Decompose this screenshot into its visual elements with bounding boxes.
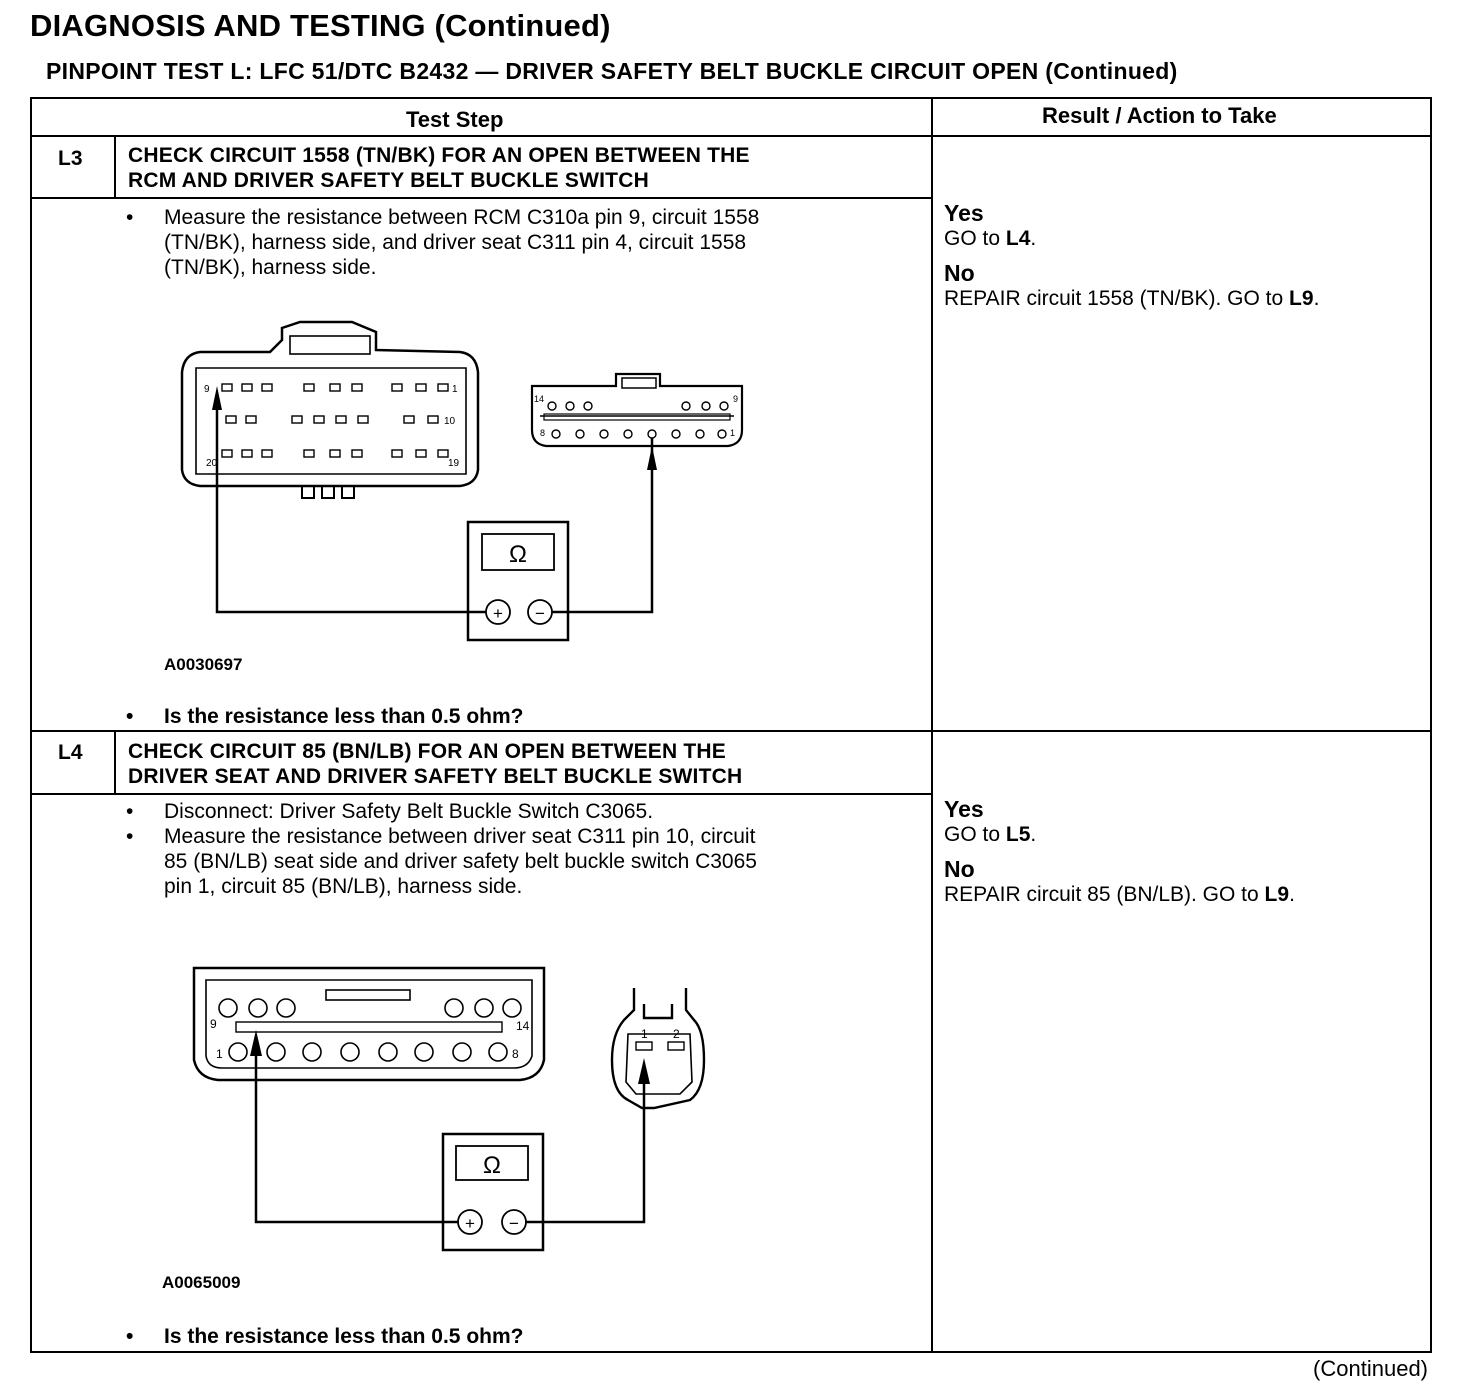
figure-id: A0065009 [162, 1273, 241, 1292]
pin-label: 1 [216, 1047, 223, 1061]
pin-label: 19 [448, 458, 460, 469]
continued-label: (Continued) [1313, 1356, 1428, 1381]
bullet-line: Disconnect: Driver Safety Belt Buckle Switch C3065. [164, 800, 654, 823]
bullet-dot: • [126, 705, 134, 728]
col-header-test-step: Test Step [406, 107, 504, 132]
probe-tip-icon [638, 1058, 650, 1084]
yes-label: Yes [944, 200, 984, 226]
pin-label: 1 [730, 428, 736, 438]
yes-label: Yes [944, 796, 984, 822]
bullet-line: pin 1, circuit 85 (BN/LB), harness side. [164, 875, 523, 898]
plus-symbol: + [493, 604, 503, 623]
question-text: Is the resistance less than 0.5 ohm? [164, 705, 524, 728]
result-no-l4: No REPAIR circuit 85 (BN/LB). GO to L9. [944, 856, 1295, 906]
step-id-l3: L3 [58, 147, 83, 170]
pin-label: 9 [733, 394, 739, 404]
bullet-dot: • [126, 206, 134, 229]
no-label: No [944, 856, 975, 882]
probe-tip-icon [250, 1030, 262, 1056]
pin-label: 20 [206, 458, 218, 469]
bullet-line: Measure the resistance between driver seat C311 pin 10, circuit [164, 825, 756, 848]
bullet-dot: • [126, 825, 134, 848]
buckle-switch-latch [644, 1004, 672, 1018]
seat-connector-c311-outline [194, 968, 544, 1080]
result-text: GO to [944, 823, 1001, 846]
result-yes-l4: Yes GO to L5. [944, 796, 1037, 846]
step-title-line: CHECK CIRCUIT 85 (BN/LB) FOR AN OPEN BETWEEN THE [128, 740, 726, 763]
plus-symbol: + [465, 1214, 475, 1233]
step-id-l4: L4 [58, 741, 83, 764]
pin-label: 9 [210, 1017, 217, 1031]
pinpoint-test-title: PINPOINT TEST L: LFC 51/DTC B2432 — DRIVER SAFETY BELT BUCKLE CIRCUIT OPEN (Continued) [46, 58, 1178, 84]
minus-symbol: − [509, 1214, 519, 1233]
result-yes-l3: Yes GO to L4. [944, 200, 1037, 250]
pin-label: 9 [204, 384, 210, 395]
bullet-dot: • [126, 800, 134, 823]
minus-symbol: − [535, 604, 545, 623]
step-title-line: RCM AND DRIVER SAFETY BELT BUCKLE SWITCH [128, 169, 649, 192]
bullet-line: (TN/BK), harness side. [164, 256, 377, 279]
goto-link[interactable]: L4 [1005, 227, 1031, 250]
buckle-switch-pin [636, 1042, 652, 1050]
ohm-symbol: Ω [483, 1152, 501, 1179]
pin-label: 1 [641, 1027, 648, 1041]
pin-label: 1 [452, 384, 458, 395]
ohm-symbol: Ω [509, 541, 527, 568]
goto-link[interactable]: L9 [1264, 883, 1290, 906]
seat-connector-c311-pins [219, 999, 521, 1061]
bullet-line: (TN/BK), harness side, and driver seat C311 pin 4, circuit 1558 [164, 231, 747, 254]
step-title-line: DRIVER SEAT AND DRIVER SAFETY BELT BUCKLE SWITCH [128, 765, 743, 788]
bullet-dot: • [126, 1325, 134, 1348]
page-title: DIAGNOSIS AND TESTING (Continued) [30, 8, 611, 43]
col-header-result: Result / Action to Take [1042, 103, 1277, 128]
bullet-line: 85 (BN/LB) seat side and driver safety belt buckle switch C3065 [164, 850, 757, 873]
no-label: No [944, 260, 975, 286]
pin-label: 2 [673, 1027, 680, 1041]
seat-connector-c311-latch [326, 990, 410, 1000]
result-no-l3: No REPAIR circuit 1558 (TN/BK). GO to L9. [944, 260, 1320, 310]
goto-link[interactable]: L9 [1289, 287, 1314, 310]
pin-label: 10 [444, 416, 456, 427]
bullet-line: Measure the resistance between RCM C310a pin 9, circuit 1558 [164, 206, 760, 229]
question-text: Is the resistance less than 0.5 ohm? [164, 1325, 524, 1348]
result-text: REPAIR circuit 85 (BN/LB). GO to [944, 883, 1259, 906]
buckle-switch-pin [668, 1042, 684, 1050]
pin-label: 8 [512, 1047, 519, 1061]
step-title-line: CHECK CIRCUIT 1558 (TN/BK) FOR AN OPEN BETWEEN THE [128, 144, 750, 167]
result-text: REPAIR circuit 1558 (TN/BK). GO to [944, 287, 1284, 310]
goto-link[interactable]: L5 [1005, 823, 1031, 846]
result-text: GO to [944, 227, 1001, 250]
pin-label: 8 [540, 428, 546, 438]
pin-label: 14 [516, 1019, 530, 1033]
pin-label: 14 [534, 394, 545, 404]
figure-id: A0030697 [164, 655, 243, 674]
